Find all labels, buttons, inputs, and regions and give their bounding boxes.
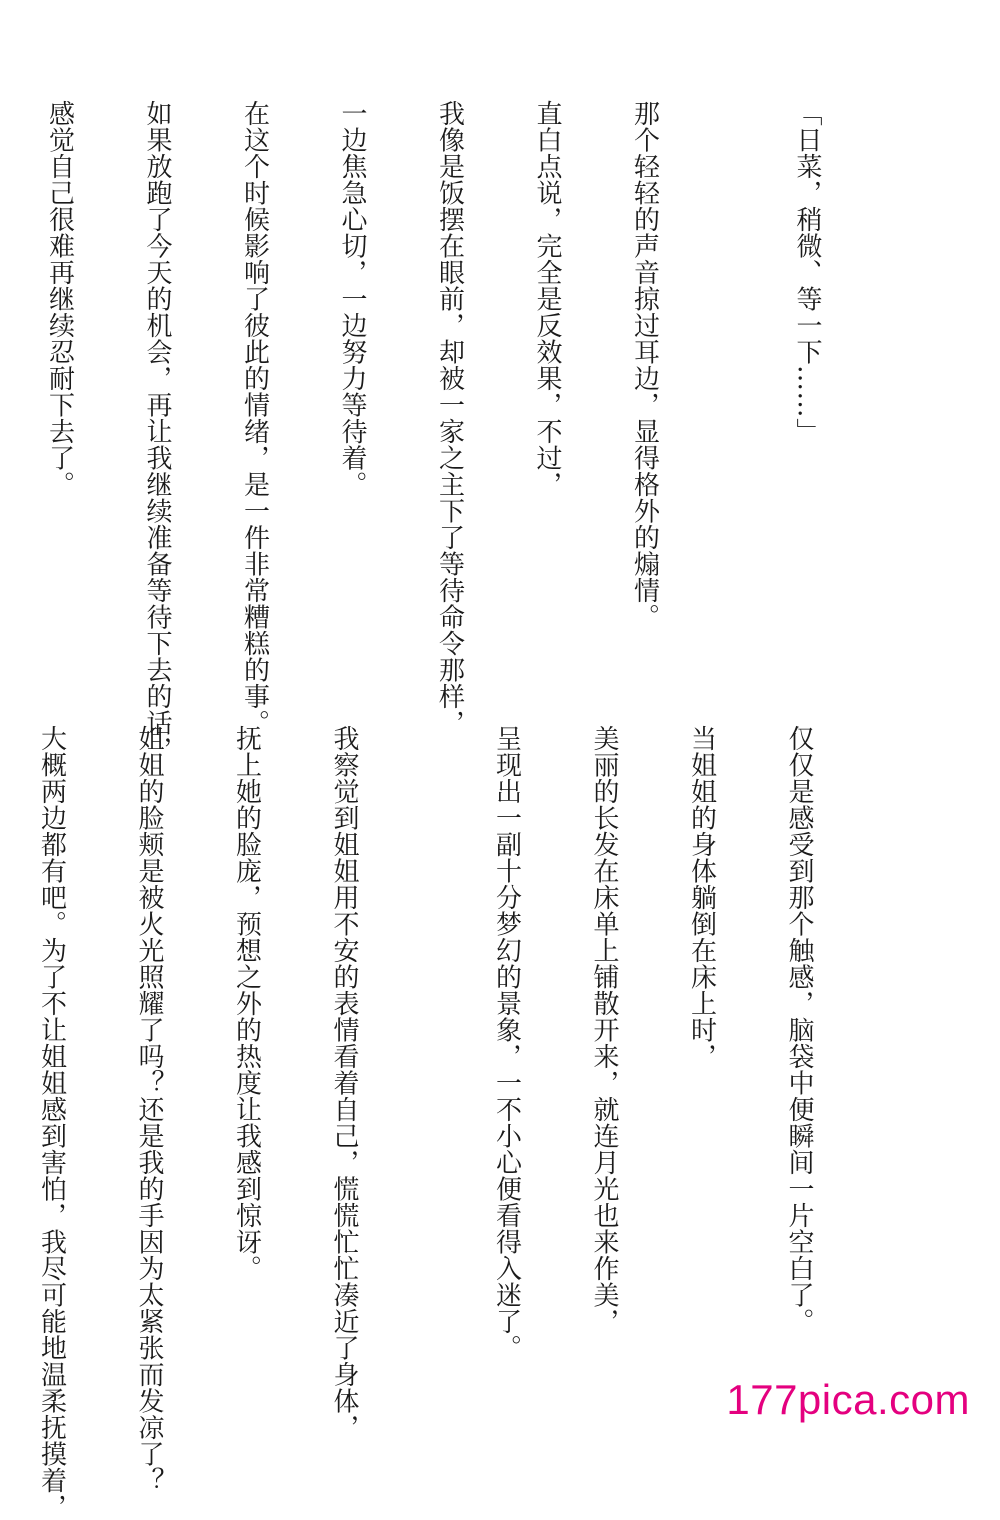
text-line: 那个轻轻的声音掠过耳边，显得格外的煽情。 (629, 100, 660, 630)
text-line: 「日菜，稍微、等一下……」 (792, 100, 822, 445)
text-line: 我像是饭摆在眼前，却被一家之主下了等待命令那样， (434, 100, 465, 736)
text-line: 大概两边都有吧。为了不让姐姐感到害怕，我尽可能地温柔抚摸着， (36, 725, 67, 1520)
text-line: 直白点说，完全是反效果，不过， (532, 100, 562, 498)
text-line: 美丽的长发在床单上铺散开来，就连月光也来作美， (589, 725, 619, 1335)
watermark: 177pica.com (726, 1376, 970, 1423)
text-line: 感觉自己很难再继续忍耐下去了。 (44, 100, 75, 498)
text-line: 一边焦急心切，一边努力等待着。 (337, 100, 367, 498)
text-line: 姐姐的脸颊是被火光照耀了吗？还是我的手因为太紧张而发凉了？ (134, 725, 164, 1494)
text-line: 我察觉到姐姐用不安的表情看着自己，慌慌忙忙凑近了身体， (329, 725, 359, 1441)
text-line: 呈现出一副十分梦幻的景象，一不小心便看得入迷了。 (491, 725, 522, 1361)
text-line: 当姐姐的身体躺倒在床上时， (686, 725, 717, 1070)
text-line: 抚上她的脸庞，预想之外的热度让我感到惊讶。 (231, 725, 262, 1282)
text-line: 仅仅是感受到那个触感，脑袋中便瞬间一片空白了。 (784, 725, 814, 1335)
text-line: 在这个时候影响了彼此的情绪，是一件非常糟糕的事。 (239, 100, 270, 736)
text-line: 如果放跑了今天的机会，再让我继续准备等待下去的话， (142, 100, 172, 763)
upper-text-block (0, 100, 888, 763)
